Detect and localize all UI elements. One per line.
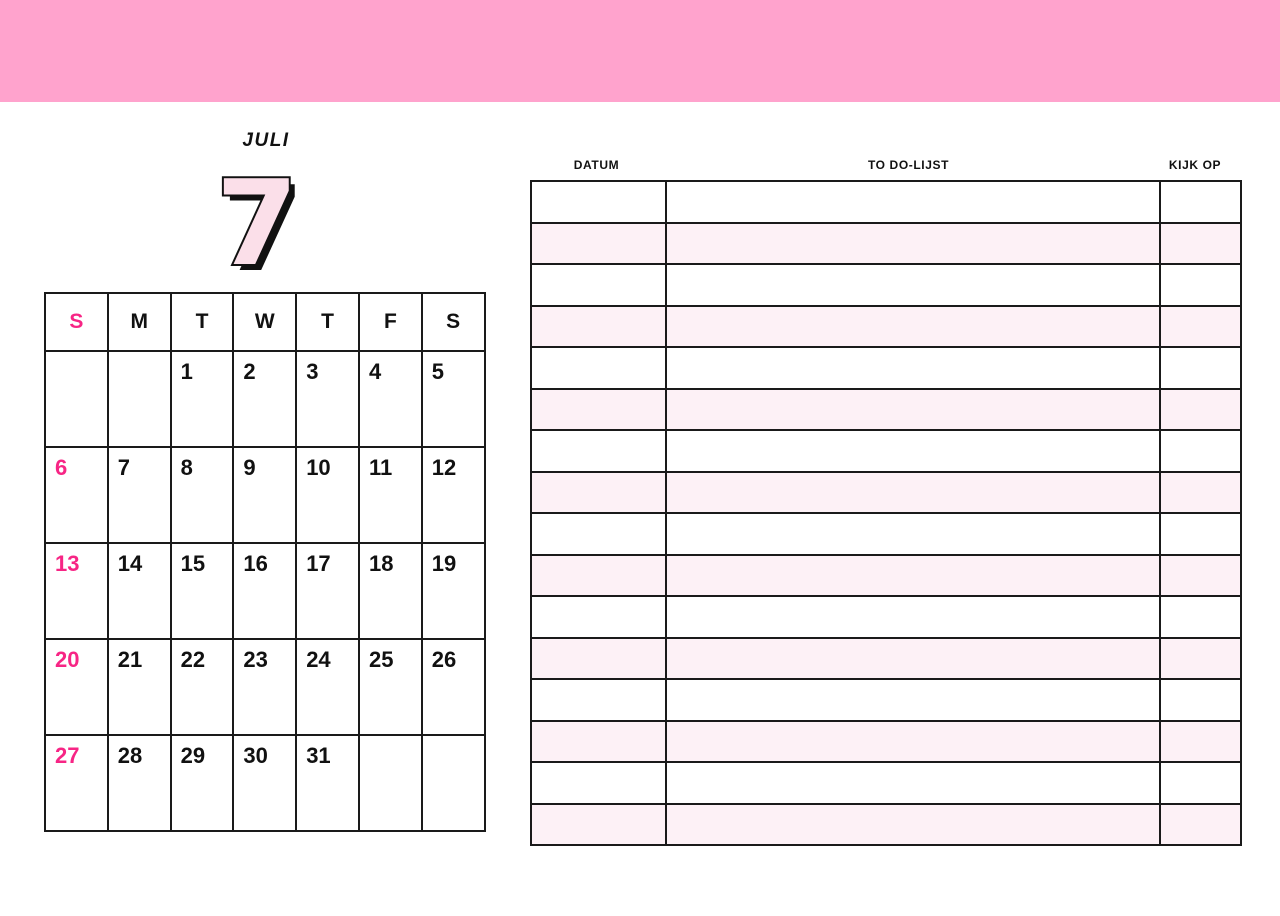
calendar-day-number: 22 [180,647,206,672]
calendar-day-number [423,736,484,743]
calendar-day-number: 19 [431,551,457,576]
todo-date-cell[interactable] [531,347,666,389]
weekday-header-sat: S [422,293,485,351]
calendar-day-cell[interactable] [45,735,108,831]
calendar-day-number: 11 [368,455,393,480]
todo-check-cell[interactable] [1160,513,1241,555]
todo-date-cell[interactable] [531,181,666,223]
calendar-day-number: 12 [431,455,457,480]
todo-task-cell[interactable] [666,389,1160,431]
todo-header-check: KIJK OP [1168,158,1222,172]
calendar-day-number: 5 [431,359,445,384]
calendar-day-number: 4 [368,359,382,384]
calendar-day-cell[interactable] [296,351,359,447]
todo-date-cell[interactable] [531,638,666,680]
table-row [531,306,1241,348]
calendar-day-cell[interactable] [296,447,359,543]
todo-date-cell[interactable] [531,430,666,472]
calendar-day-number: 25 [368,647,394,672]
todo-date-cell[interactable] [531,679,666,721]
todo-check-cell[interactable] [1160,389,1241,431]
calendar-day-number: 8 [180,455,193,480]
todo-check-cell[interactable] [1160,721,1241,763]
calendar-day-number: 23 [243,647,268,672]
calendar-day-cell[interactable] [359,735,422,831]
calendar-day-cell[interactable] [296,639,359,735]
todo-date-cell[interactable] [531,721,666,763]
calendar-day-cell[interactable] [233,639,296,735]
calendar-day-cell[interactable] [422,735,485,831]
calendar-day-number [360,736,421,743]
calendar-week-row [45,735,485,831]
calendar-day-cell[interactable] [45,447,108,543]
todo-task-cell[interactable] [666,347,1160,389]
weekday-header-sun: S [45,293,108,351]
table-row [531,181,1241,223]
todo-task-cell[interactable] [666,472,1160,514]
todo-task-cell[interactable] [666,306,1160,348]
calendar-day-cell[interactable] [171,735,234,831]
todo-date-cell[interactable] [531,389,666,431]
calendar-day-cell[interactable] [171,639,234,735]
month-name-label: JULI [242,130,290,151]
calendar-day-cell[interactable] [422,543,485,639]
todo-task-cell[interactable] [666,430,1160,472]
month-number-wrap [44,152,470,292]
table-row [531,721,1241,763]
todo-check-cell[interactable] [1160,472,1241,514]
todo-check-cell[interactable] [1160,430,1241,472]
calendar-day-number [109,352,170,359]
todo-date-cell[interactable] [531,472,666,514]
calendar-day-cell[interactable] [359,351,422,447]
table-row [531,513,1241,555]
table-row [531,679,1241,721]
month-number-display: 7 [215,154,299,292]
calendar-day-cell[interactable] [233,447,296,543]
todo-check-cell[interactable] [1160,638,1241,680]
table-row [531,347,1241,389]
todo-check-cell[interactable] [1160,679,1241,721]
todo-date-cell[interactable] [531,804,666,846]
calendar-day-cell[interactable] [359,447,422,543]
calendar-day-number: 28 [117,743,143,768]
calendar-day-number: 30 [243,743,268,768]
todo-task-cell[interactable] [666,804,1160,846]
todo-check-cell[interactable] [1160,596,1241,638]
table-row [531,430,1241,472]
calendar-day-cell[interactable] [422,351,485,447]
calendar-day-number: 18 [368,551,394,576]
calendar-day-cell[interactable] [422,639,485,735]
todo-task-cell[interactable] [666,513,1160,555]
calendar-day-cell[interactable] [171,351,234,447]
todo-date-cell[interactable] [531,306,666,348]
calendar-week-row [45,639,485,735]
table-row [531,389,1241,431]
calendar-day-cell[interactable] [108,735,171,831]
calendar-day-number: 31 [306,743,331,768]
calendar-day-cell[interactable] [171,543,234,639]
calendar-day-cell[interactable] [233,351,296,447]
todo-date-cell[interactable] [531,223,666,265]
todo-check-cell[interactable] [1160,804,1241,846]
calendar-day-number: 26 [431,647,457,672]
todo-task-cell[interactable] [666,223,1160,265]
calendar-day-cell[interactable] [108,351,171,447]
calendar-day-number: 9 [243,455,256,480]
calendar-day-cell[interactable] [108,447,171,543]
weekday-header-thu: T [296,293,359,351]
todo-date-cell[interactable] [531,513,666,555]
calendar-day-number: 14 [117,551,143,576]
todo-grid [530,180,1242,846]
weekday-header-row [45,293,485,351]
calendar-day-cell[interactable] [171,447,234,543]
table-row [531,638,1241,680]
todo-task-cell[interactable] [666,555,1160,597]
calendar-day-number: 1 [180,359,193,384]
calendar-block [44,130,470,832]
todo-date-cell[interactable] [531,596,666,638]
todo-task-cell[interactable] [666,721,1160,763]
todo-date-cell[interactable] [531,264,666,306]
todo-header-date: DATUM [573,158,620,172]
calendar-day-number: 10 [306,455,331,480]
calendar-day-number: 7 [117,455,131,480]
todo-check-cell[interactable] [1160,181,1241,223]
calendar-day-cell[interactable] [108,543,171,639]
calendar-day-number: 15 [180,551,206,576]
table-row [531,472,1241,514]
calendar-day-cell[interactable] [45,639,108,735]
todo-check-cell[interactable] [1160,306,1241,348]
todo-check-cell[interactable] [1160,264,1241,306]
todo-task-cell[interactable] [666,596,1160,638]
todo-task-cell[interactable] [666,762,1160,804]
calendar-day-cell[interactable] [108,639,171,735]
table-row [531,762,1241,804]
calendar-day-number: 21 [117,647,143,672]
table-row [531,555,1241,597]
weekday-header-tue: T [171,293,234,351]
calendar-day-cell[interactable] [233,543,296,639]
calendar-week-row [45,543,485,639]
todo-check-cell[interactable] [1160,223,1241,265]
todo-date-cell[interactable] [531,762,666,804]
calendar-day-number [46,352,107,359]
calendar-day-cell[interactable] [422,447,485,543]
todo-block [530,150,1236,846]
calendar-day-cell[interactable] [359,543,422,639]
todo-task-cell[interactable] [666,181,1160,223]
calendar-day-number: 13 [55,551,80,576]
calendar-day-cell[interactable] [296,735,359,831]
todo-task-cell[interactable] [666,264,1160,306]
todo-check-cell[interactable] [1160,347,1241,389]
todo-date-cell[interactable] [531,555,666,597]
calendar-day-cell[interactable] [233,735,296,831]
todo-header-row [530,150,1236,180]
calendar-day-number: 24 [306,647,331,672]
month-grid [44,292,486,832]
calendar-day-number: 6 [55,455,68,480]
table-row [531,596,1241,638]
calendar-day-number: 3 [306,359,319,384]
todo-task-cell[interactable] [666,679,1160,721]
calendar-day-number: 2 [243,359,256,384]
weekday-header-mon: M [108,293,171,351]
calendar-day-number: 17 [306,551,331,576]
table-row [531,804,1241,846]
todo-check-cell[interactable] [1160,555,1241,597]
calendar-day-cell[interactable] [296,543,359,639]
calendar-week-row [45,447,485,543]
weekday-header-fri: F [359,293,422,351]
calendar-day-number: 27 [55,743,80,768]
weekday-header-wed: W [233,293,296,351]
calendar-week-row [45,351,485,447]
calendar-day-cell[interactable] [45,351,108,447]
calendar-day-number: 16 [243,551,268,576]
table-row [531,223,1241,265]
todo-task-cell[interactable] [666,638,1160,680]
calendar-day-cell[interactable] [359,639,422,735]
todo-header-task: TO DO-LIJST [867,158,950,172]
calendar-day-number: 29 [180,743,206,768]
table-row [531,264,1241,306]
calendar-day-cell[interactable] [45,543,108,639]
pink-header-banner [0,0,1280,102]
todo-check-cell[interactable] [1160,762,1241,804]
calendar-day-number: 20 [55,647,80,672]
